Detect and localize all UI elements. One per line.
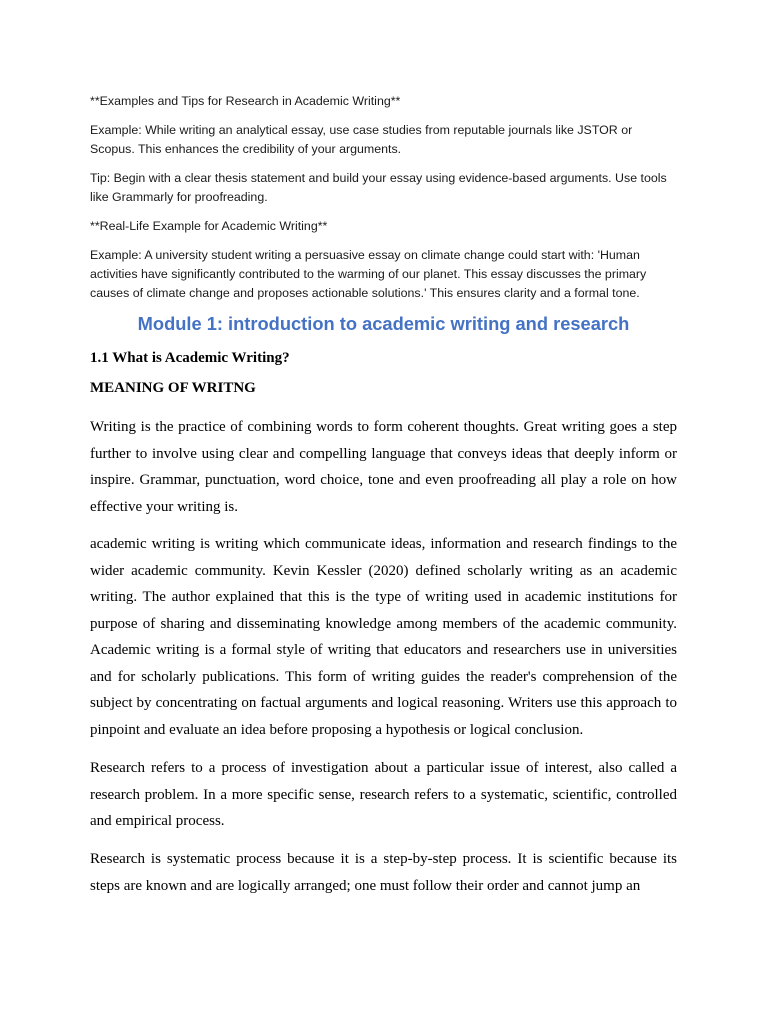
module-heading: Module 1: introduction to academic writing and research bbox=[137, 313, 630, 334]
example-paragraph-2: Example: A university student writing a persuasive essay on climate change could start with: 'Human activities have significantly contributed to the warming of our planet. This essay discusses the primary causes of climate change and proposes actionable solutions.' This ensures clarity and a formal tone. bbox=[90, 248, 647, 300]
meaning-subheading: MEANING OF WRITNG bbox=[90, 380, 256, 396]
tip-paragraph-1: Tip: Begin with a clear thesis statement and build your essay using evidence-based arguments. Use tools like Grammarly for proofreading. bbox=[90, 171, 667, 204]
section-title: 1.1 What is Academic Writing? bbox=[90, 350, 290, 366]
body-paragraph-1: Writing is the practice of combining words to form coherent thoughts. Great writing goes a step further to involve using clear and compelling language that conveys ideas that deeply inform or inspire. Grammar, punctuation, word choice, tone and even proofreading all play a role on how effective your writing is. bbox=[90, 419, 677, 515]
body-paragraph-2: academic writing is writing which communicate ideas, information and research findings to the wider academic community. Kevin Kessler (2020) defined scholarly writing as an academic writing. The author explained that this is the type of writing used in academic institutions for purpose of sharing and disseminating knowledge among members of the academic community. Academic writing is a formal style of writing that educators and researchers use in universities and for scholarly publications. This form of writing guides the reader's comprehension of the subject by concentrating on factual arguments and logical reasoning. Writers use this approach to pinpoint and evaluate an idea before proposing a hypothesis or logical conclusion. bbox=[90, 536, 677, 738]
real-life-title: **Real-Life Example for Academic Writing** bbox=[90, 219, 328, 233]
body-paragraph-3: Research refers to a process of investigation about a particular issue of interest, also called a research problem. In a more specific sense, research refers to a systematic, scientific, controlled and empirical process. bbox=[90, 760, 677, 829]
tips-title: **Examples and Tips for Research in Academic Writing** bbox=[90, 94, 401, 108]
body-paragraph-4: Research is systematic process because it is a step-by-step process. It is scientific because its steps are known and are logically arranged; one must follow their order and cannot jump an bbox=[90, 851, 677, 894]
example-paragraph-1: Example: While writing an analytical essay, use case studies from reputable journals like JSTOR or Scopus. This enhances the credibility of your arguments. bbox=[90, 123, 633, 156]
